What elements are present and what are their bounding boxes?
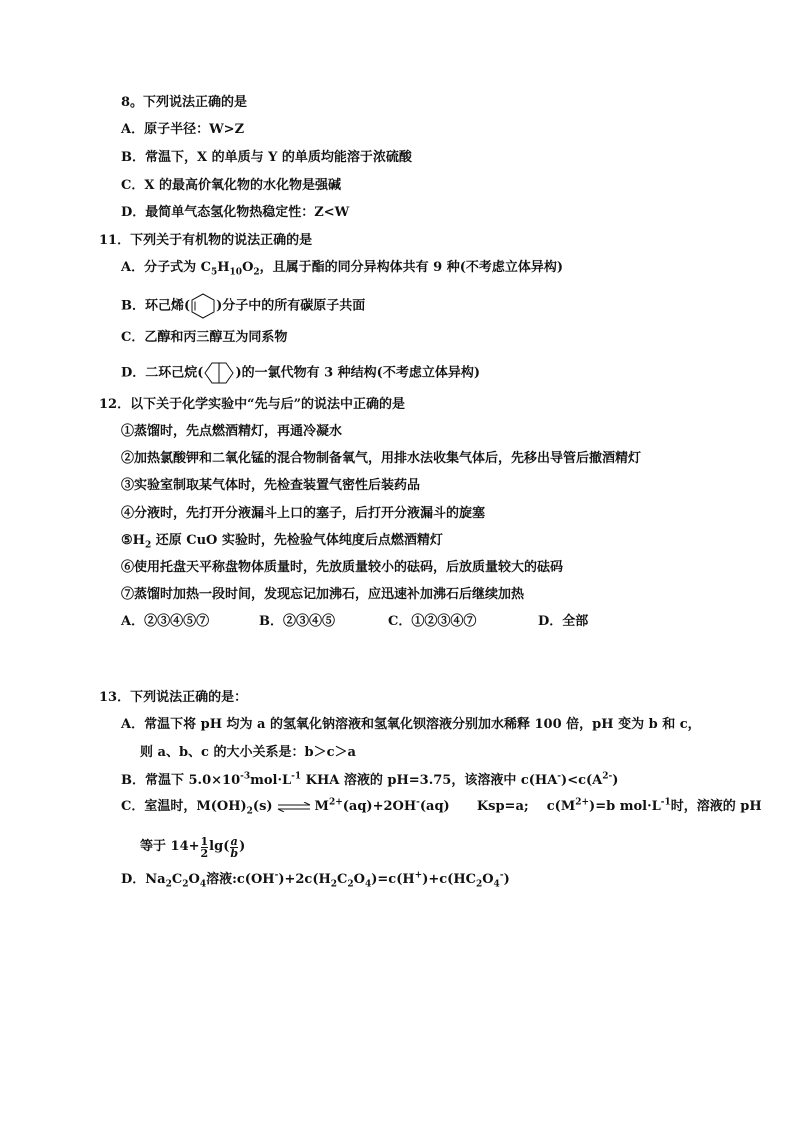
fraction-a-over-b: $\frac{a}{b}$ — [230, 834, 239, 860]
q12-statement-5: $⑤H_2$ 还原 CuO 实验时，先检验气体纯度后点燃酒精灯 — [121, 533, 443, 551]
q8-option-b: B．常温下，X 的单质与 Y 的单质均能溶于浓硫酸 — [121, 150, 412, 165]
q12-option-a: A．②③④⑤⑦ — [121, 614, 210, 629]
q13-option-c-line1: C．室温时，$M(OH)_2(s)$ $M^{2+}(aq)+2OH^-(aq)$ Ksp=a; $c(M^{2+})=b$ $mol\cdot L^{-1}$时，溶液的 pH — [121, 797, 762, 817]
q12-option-d: D．全部 — [538, 614, 589, 629]
q11-option-a: A．分子式为 $C_5H_{10}O_2$，且属于酯的同分异构体共有 9 种(不考虑立体异构) — [121, 260, 564, 278]
q13-option-c-line2: 等于 14+ $\frac{1}{2}$ lg( $\frac{a}{b}$ ) — [140, 834, 246, 860]
q12-option-b: B．②③④⑤ — [259, 614, 335, 629]
q12-option-c: C．①②③④⑦ — [388, 614, 477, 629]
q12-statement-4: ④分液时，先打开分液漏斗上口的塞子，后打开分液漏斗的旋塞 — [121, 506, 486, 521]
equilibrium-arrow-icon — [277, 802, 311, 812]
q11-option-c: C．乙醇和丙三醇互为同系物 — [121, 330, 288, 345]
q12-statement-1: ①蒸馏时，先点燃酒精灯，再通冷凝水 — [121, 424, 343, 439]
q13-option-b: B．常温下 $5.0\times 10^{-3}mol\cdot L^{-1}$ KHA 溶液的 pH=3.75，该溶液中 $c(HA^-)<c(A^{2-})$ — [121, 771, 619, 788]
q13-option-d: D．$Na_2C_2O_4$溶液$:c(OH^-)+2c(H_2C_2O_4)=c(H^+)+c(HC_2O_4^-)$ — [121, 870, 510, 890]
q12-statement-7: ⑦蒸馏时加热一段时间，发现忘记加沸石，应迅速补加沸石后继续加热 — [121, 587, 525, 602]
fraction-one-half: $\frac{1}{2}$ — [200, 834, 209, 860]
q11-option-d: D．二环己烷( )的一氯代物有 3 种结构(不考虑立体异构) — [121, 362, 480, 384]
q13-option-a-line2: 则 a、b、c 的大小关系是：b＞c＞a — [140, 745, 356, 760]
q8-stem: 8。下列说法正确的是 — [121, 95, 248, 110]
bicyclohexane-structure-icon — [204, 362, 234, 384]
cyclohexene-structure-icon — [191, 293, 215, 319]
q8-option-d: D．最简单气态氢化物热稳定性：Z<W — [121, 205, 350, 220]
q13-option-a-line1: A．常温下将 pH 均为 a 的氢氧化钠溶液和氢氧化钡溶液分别加水稀释 100 倍，pH 变为 b 和 c， — [121, 717, 701, 732]
q8-option-a: A．原子半径：W>Z — [121, 122, 245, 137]
q11-option-b: B．环己烯( )分子中的所有碳原子共面 — [121, 293, 365, 319]
q11-stem: 11．下列关于有机物的说法正确的是 — [99, 233, 313, 248]
q12-statement-3: ③实验室制取某气体时，先检查装置气密性后装药品 — [121, 478, 421, 493]
q12-stem: 12．以下关于化学实验中“先与后”的说法中正确的是 — [99, 397, 406, 412]
q12-statement-6: ⑥使用托盘天平称盘物体质量时，先放质量较小的砝码，后放质量较大的砝码 — [121, 560, 564, 575]
q12-statement-2: ②加热氯酸钾和二氧化锰的混合物制备氧气，用排水法收集气体后，先移出导管后撤酒精灯 — [121, 451, 642, 466]
q8-option-c: C．X 的最高价氧化物的水化物是强碱 — [121, 178, 341, 193]
q13-stem: 13．下列说法正确的是： — [99, 690, 248, 705]
